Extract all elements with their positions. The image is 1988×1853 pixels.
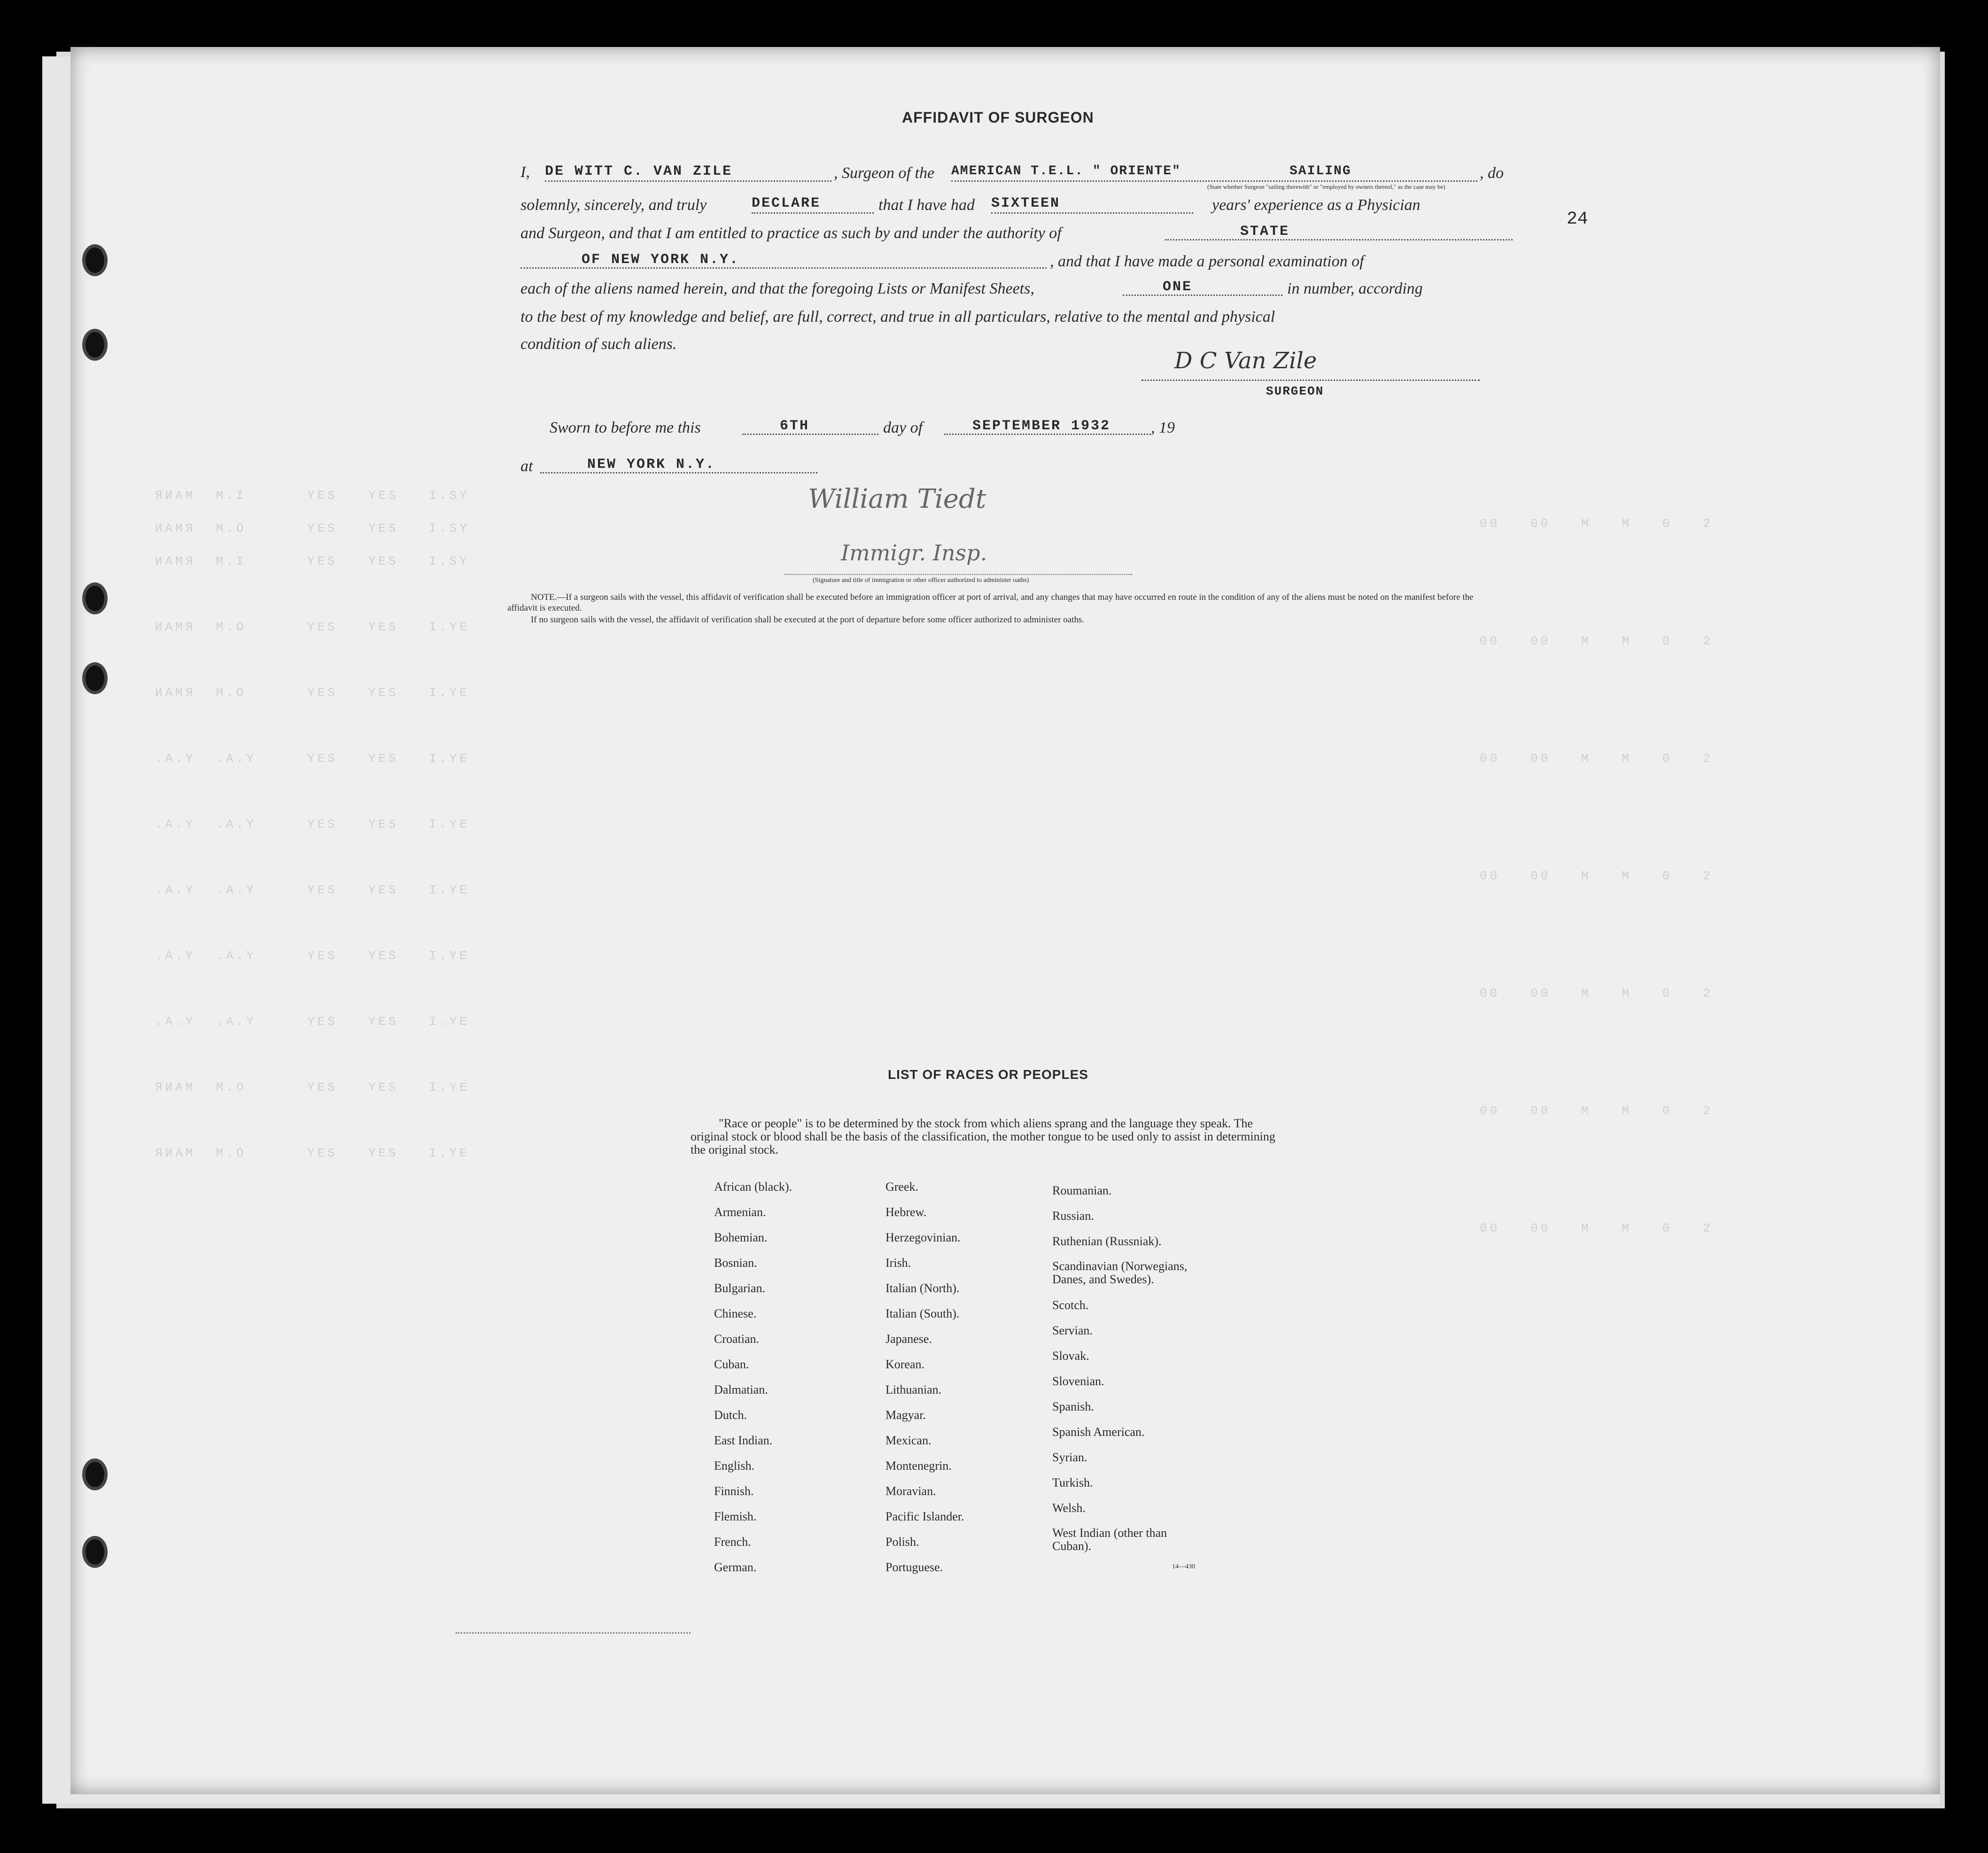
- page-number: 24: [1567, 209, 1588, 229]
- punch-hole: [82, 244, 108, 276]
- punch-hole: [82, 662, 108, 694]
- list-item: Italian (South).: [885, 1307, 960, 1320]
- list-item: Moravian.: [885, 1484, 936, 1498]
- officer-title: Immigr. Insp.: [841, 540, 987, 566]
- label-that-i-have-had: that I have had: [878, 196, 975, 214]
- list-item: Dalmatian.: [714, 1383, 768, 1396]
- list-item: Chinese.: [714, 1307, 757, 1320]
- signature-line: [1142, 380, 1480, 381]
- punch-hole: [82, 329, 108, 361]
- list-item: Bohemian.: [714, 1231, 768, 1244]
- race-list-col-1: [714, 1174, 792, 1580]
- list-item: Dutch.: [714, 1408, 747, 1422]
- list-item: French.: [714, 1535, 751, 1549]
- surgeon-signature: D C Van Zile: [1174, 348, 1317, 374]
- label-and-surgeon: and Surgeon, and that I am entitled to practice as such by and under the authority of: [520, 225, 1062, 242]
- list-item: Cuban.: [714, 1357, 749, 1371]
- label-do: , do: [1480, 164, 1504, 182]
- surgeon-name-field: DE WITT C. VAN ZILE: [545, 163, 831, 182]
- list-item: Herzegovinian.: [885, 1231, 961, 1244]
- list-item: Italian (North).: [885, 1281, 960, 1295]
- officer-caption: (Signature and title of immigration or other officer authorized to administer oaths): [813, 577, 1029, 584]
- label-i: I,: [520, 163, 530, 181]
- declare-field: DECLARE: [752, 195, 874, 214]
- punch-hole: [82, 1536, 108, 1568]
- list-item: Slovak.: [1052, 1349, 1089, 1363]
- list-item: Japanese.: [885, 1332, 932, 1346]
- list-item: Syrian.: [1052, 1450, 1087, 1464]
- list-item: English.: [714, 1459, 754, 1473]
- label-sworn: Sworn to before me this: [550, 419, 701, 436]
- officer-signature: William Tiedt: [808, 484, 986, 514]
- surgeon-caption: SURGEON: [1266, 384, 1324, 398]
- label-years-experience: years' experience as a Physician: [1212, 196, 1421, 214]
- list-item: Mexican.: [885, 1434, 932, 1447]
- form-number: 14—430: [1172, 1563, 1195, 1570]
- list-item: Armenian.: [714, 1205, 766, 1219]
- list-item: Pacific Islander.: [885, 1510, 964, 1523]
- list-item: Montenegrin.: [885, 1459, 952, 1473]
- label-personal-exam: , and that I have made a personal examination of: [1050, 253, 1364, 270]
- sailing-status: SAILING: [1289, 164, 1351, 178]
- list-item: Hebrew.: [885, 1205, 927, 1219]
- note-2: If no surgeon sails with the vessel, the affidavit of verification shall be executed at the port of departure before some officer authorized to administer oaths.: [531, 615, 1085, 625]
- vessel-name: AMERICAN T.E.L. " ORIENTE": [951, 164, 1181, 178]
- punch-hole: [82, 1458, 108, 1490]
- vessel-field: [951, 163, 1477, 182]
- sheets-count-field: ONE: [1123, 279, 1282, 296]
- list-item: Spanish American.: [1052, 1425, 1145, 1439]
- label-condition: condition of such aliens.: [520, 335, 677, 353]
- label-surgeon-of: , Surgeon of the: [834, 164, 935, 182]
- label-each-of-aliens: each of the aliens named herein, and that the foregoing Lists or Manifest Sheets,: [520, 280, 1034, 297]
- list-item: Turkish.: [1052, 1476, 1093, 1489]
- authority-field-2: OF NEW YORK N.Y.: [520, 252, 1047, 269]
- state-whether-note: (State whether Surgeon "sailing therewith" or "employed by owners thereof," as the case may be): [1207, 183, 1445, 190]
- list-item: Welsh.: [1052, 1501, 1086, 1515]
- list-item: Magyar.: [885, 1408, 926, 1422]
- sworn-day-field: 6TH: [742, 418, 878, 435]
- label-at: at: [520, 457, 533, 475]
- officer-signature-line: [784, 574, 1132, 575]
- list-item: Roumanian.: [1052, 1184, 1112, 1197]
- label-19: , 19: [1151, 419, 1175, 436]
- list-item: Irish.: [885, 1256, 911, 1270]
- race-list-col-2: [885, 1174, 964, 1580]
- list-item: Servian.: [1052, 1324, 1093, 1337]
- list-item: Spanish.: [1052, 1400, 1094, 1413]
- list-item: Lithuanian.: [885, 1383, 942, 1396]
- list-item: Polish.: [885, 1535, 919, 1549]
- list-item: Slovenian.: [1052, 1374, 1104, 1388]
- authority-field-1: STATE: [1165, 224, 1513, 240]
- list-item: Portuguese.: [885, 1560, 943, 1574]
- list-item: West Indian (other than Cuban).: [1052, 1526, 1167, 1553]
- label-day-of: day of: [883, 419, 923, 436]
- note-1: NOTE.—If a surgeon sails with the vessel, this affidavit of verification shall be executed before an immigration officer at port of arrival, and any changes that may have occurred en route in the condition of any of the aliens must be noted on the manifest before the affidavit is executed.: [507, 592, 1474, 613]
- sworn-place-field: NEW YORK N.Y.: [540, 457, 817, 473]
- label-best-of: to the best of my knowledge and belief, are full, correct, and true in all particulars, relative to the mental and physical: [520, 308, 1275, 326]
- list-item: Scotch.: [1052, 1298, 1089, 1312]
- list-item: Finnish.: [714, 1484, 754, 1498]
- list-item: East Indian.: [714, 1434, 773, 1447]
- races-intro: "Race or people" is to be determined by the stock from which aliens sprang and the language they speak. The original stock or blood shall be the basis of the classification, the mother tongue to be used only to assist in determining the original stock.: [691, 1116, 1275, 1156]
- affidavit-title: AFFIDAVIT OF SURGEON: [902, 109, 1094, 126]
- sworn-month-year-field: SEPTEMBER 1932: [944, 418, 1151, 435]
- list-item: Scandinavian (Norwegians, Danes, and Swedes).: [1052, 1259, 1188, 1286]
- decorative-dots: [456, 1632, 691, 1634]
- race-list-col-3: [1052, 1178, 1207, 1553]
- list-item: Greek.: [885, 1180, 919, 1194]
- list-item: Korean.: [885, 1357, 925, 1371]
- affidavit-page: ЯИAM M.I YES YES I.SY ИAMЯ M.O YES YES I.SY ИAMЯ M.I YES YES I.SY ИAMЯ M.O YES YES I.YE ИAMЯ M.O YES YES I.YE .A.Y .A.Y YES YES I.YE .A.Y .A.Y YES YES I.YE .A.Y .A.Y YES YES I.YE .A.Y .A.Y YES YES I.YE .A.Y .A.Y YES YES I.YE ЯИAM M.O YES YES I.YE ЯИAM M.O YES YES I.YE 00 00 M M 0 2 00 00 M M 0 2 00 00 M M 0 2 00 00 M M 0 2 00 00 M M 0 2 00 00 M M 0 2 00 00 M M 0 2 24 AFFIDAVIT OF SURGEON I, DE WITT C. VAN ZILE , Surgeon of the AMERICAN T.E.L. " ORIENTE" SAILING , do (State whether Surgeon "sailing therewith" or "employed by owners thereof," as the case may be) solemnly, sincerely, and truly DECLARE that I have had SIXTEEN years' experience as a Physician and Surgeon, and that I am entitled to practice as such by and under the authority of STATE OF NEW YORK N.Y. , and that I have made a personal examination of each of the aliens named herein, and that the foregoing Lists or Manifest Sheets, ONE in number, according to the best of my knowledge and belief, are full, correct, and true in all particulars, relative to the mental and physical condition of such aliens. D C Van Zile SURGEON Sworn to before me this 6TH day of SEPTEMBER 1932 , 19 at NEW YORK N.Y. William Tiedt Immigr. Insp. (Signature and title of immigration or other officer authorized to administer oaths) NOTE.—If a surgeon sails with the vessel, this affidavit of verification shall be executed before an immigration officer at port of arrival, and any changes that may have occurred en route in the condition of any of the aliens must be noted on the manifest before the affidavit is executed. If no surgeon sails with the vessel, the affidavit of verification shall be executed at the port of departure before some officer authorized to administer oaths. LIST OF RACES OR PEOPLES "Race or people" is to be determined by the stock from which aliens sprang and the language they speak. The original stock or blood shall be the basis of the classification, the mother tongue to be used only to assist in determining the original stock. African (black). Armenian. Bohemian. Bosnian. Bulgarian. Chinese. Croatian. Cuban. Dalmatian. Dutch. East Indian. English. Finnish. Flemish. French. German. Greek. Hebrew. Herzegovinian. Irish. Italian (North). Italian (South). Japanese. Korean. Lithuanian. Magyar. Mexican. Montenegrin. Moravian. Pacific Islander. Polish. Portuguese. Roumanian. Russian. Ruthenian (Russniak). Scandinavian (Norwegians, Danes, and Swedes). Scotch. Servian. Slovak. Slovenian. Spanish. Spanish American. Syrian. Turkish. Welsh. West Indian (other than Cuban). 14—430: [70, 47, 1940, 1794]
- list-item: German.: [714, 1560, 757, 1574]
- list-item: Bosnian.: [714, 1256, 757, 1270]
- races-title: LIST OF RACES OR PEOPLES: [888, 1067, 1088, 1082]
- label-in-number: in number, according: [1287, 280, 1423, 297]
- years-field: SIXTEEN: [991, 195, 1193, 214]
- list-item: Croatian.: [714, 1332, 760, 1346]
- punch-hole: [82, 582, 108, 614]
- list-item: Ruthenian (Russniak).: [1052, 1234, 1162, 1248]
- list-item: Bulgarian.: [714, 1281, 766, 1295]
- list-item: Flemish.: [714, 1510, 757, 1523]
- list-item: African (black).: [714, 1180, 792, 1194]
- label-solemnly: solemnly, sincerely, and truly: [520, 196, 707, 214]
- list-item: Russian.: [1052, 1209, 1094, 1223]
